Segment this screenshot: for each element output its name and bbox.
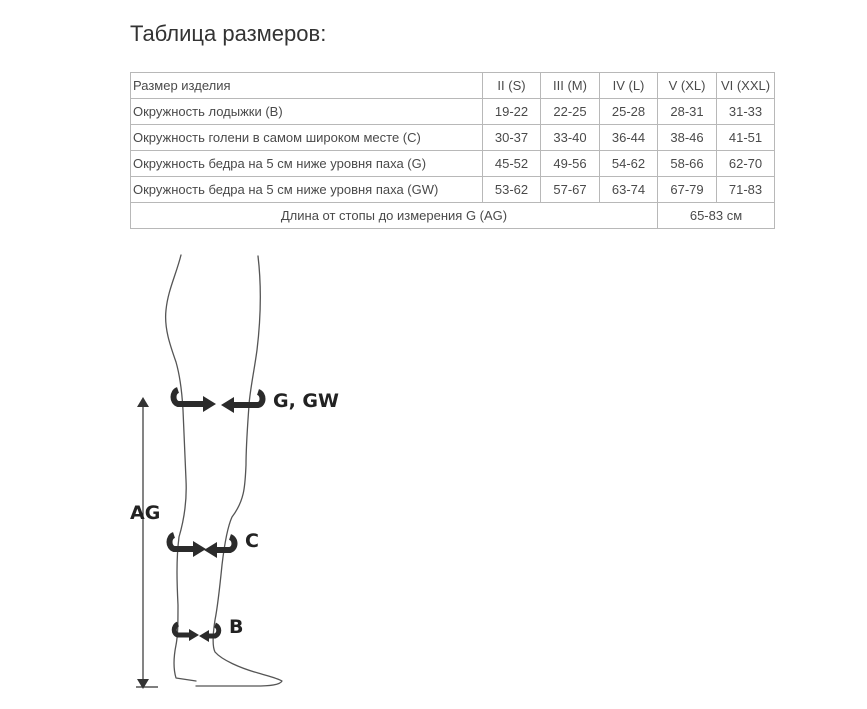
table-cell: 45-52: [483, 151, 541, 177]
table-cell: 57-67: [541, 177, 600, 203]
table-cell: 54-62: [600, 151, 658, 177]
label-calf: C: [245, 530, 259, 552]
table-cell: 30-37: [483, 125, 541, 151]
table-cell: 28-31: [658, 99, 717, 125]
length-label: Длина от стопы до измерения G (AG): [131, 203, 658, 229]
row-label: Окружность голени в самом широком месте (C): [131, 125, 483, 151]
header-size-xxl: VI (XXL): [717, 73, 775, 99]
header-size-label: Размер изделия: [131, 73, 483, 99]
table-cell: 62-70: [717, 151, 775, 177]
length-value: 65-83 см: [658, 203, 775, 229]
table-cell: 49-56: [541, 151, 600, 177]
header-size-xl: V (XL): [658, 73, 717, 99]
row-label: Окружность лодыжки (B): [131, 99, 483, 125]
table-cell: 22-25: [541, 99, 600, 125]
table-cell: 58-66: [658, 151, 717, 177]
table-cell: 31-33: [717, 99, 775, 125]
table-cell: 67-79: [658, 177, 717, 203]
row-label: Окружность бедра на 5 см ниже уровня паха (GW): [131, 177, 483, 203]
header-size-s: II (S): [483, 73, 541, 99]
table-cell: 19-22: [483, 99, 541, 125]
header-size-l: IV (L): [600, 73, 658, 99]
table-cell: 38-46: [658, 125, 717, 151]
label-thigh: G, GW: [273, 390, 339, 412]
leg-outline: [166, 255, 282, 686]
table-cell: 25-28: [600, 99, 658, 125]
table-cell: 53-62: [483, 177, 541, 203]
table-cell: 63-74: [600, 177, 658, 203]
length-marker: [136, 397, 158, 689]
table-cell: 71-83: [717, 177, 775, 203]
table-cell: 33-40: [541, 125, 600, 151]
table-cell: 41-51: [717, 125, 775, 151]
ankle-band-icon: [174, 624, 219, 642]
label-length: AG: [130, 502, 161, 524]
header-size-m: III (M): [541, 73, 600, 99]
label-ankle: B: [229, 616, 244, 638]
page-title: Таблица размеров:: [130, 21, 327, 46]
table-cell: 36-44: [600, 125, 658, 151]
row-label: Окружность бедра на 5 см ниже уровня паха (G): [131, 151, 483, 177]
